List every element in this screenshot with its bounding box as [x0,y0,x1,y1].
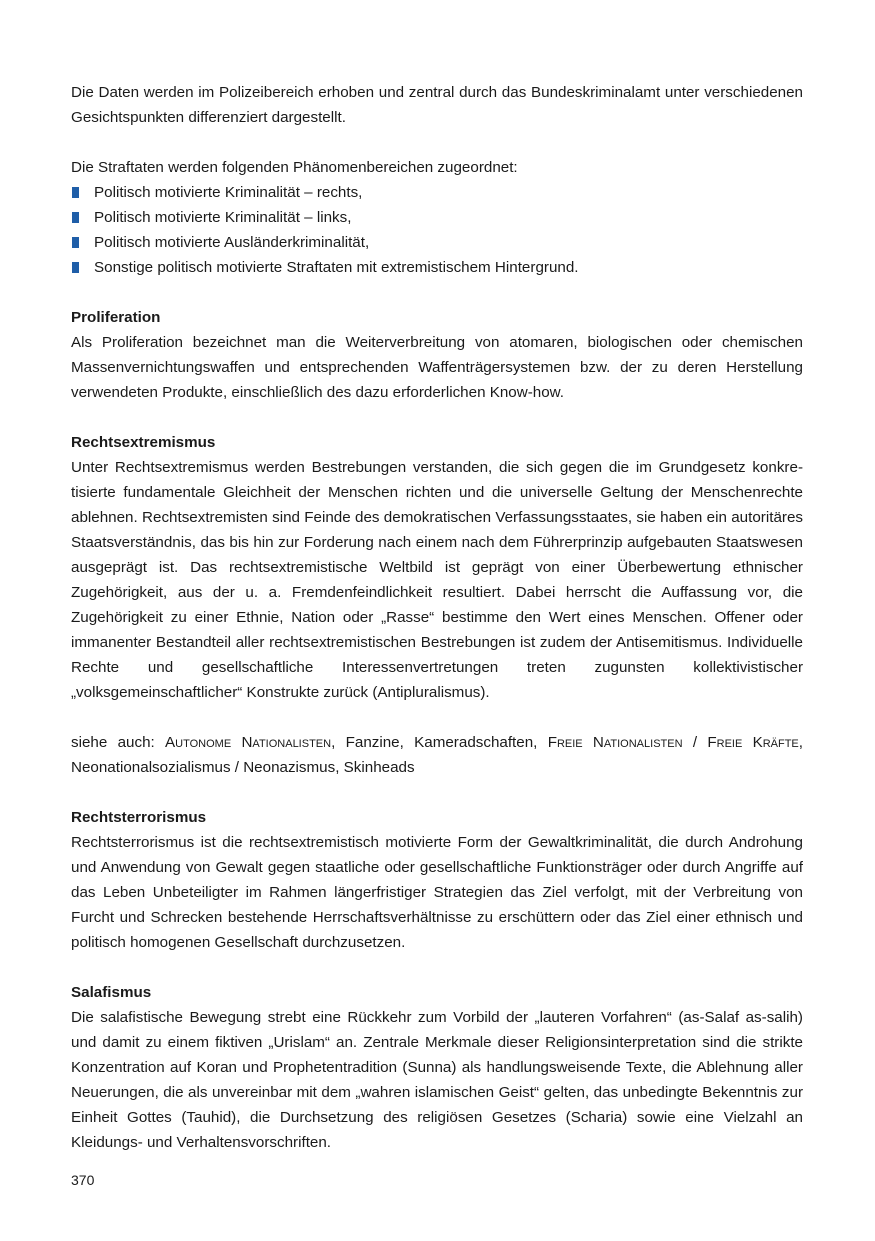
body-salafismus: Die salafistische Bewegung strebt eine Rückkehr zum Vorbild der „lauteren Vorfahren“ (as-Salaf as-salih) und damit zu einem fiktiven „Urislam“ an. Zentrale Merkmale dieser Religionsinterpretation sind die strikte Konzentration auf Koran und Prophetentradition (Sunna) als handlungsweisende Texte, die Ablehnung aller Neuerungen, die als unvereinbar mit dem „wahren islamischen Geist“ gelten, das unbedingte Bekenntnis zur Einheit Gottes (Tauhid), die Durchsetzung des religiösen Gesetzes (Scharia) sowie eine Vielzahl an Kleidungs- und Verhaltensvorschriften. [71,1009,803,1151]
list-item [71,230,803,255]
see-also [71,730,803,780]
list-item [71,255,803,280]
page-number: 370 [71,1172,95,1188]
list-item [71,205,803,230]
list-item-text: Politisch motivierte Kriminalität – links, [94,209,352,226]
see-also-link-freie-nationalisten[interactable]: Freie Nationalisten [547,734,683,751]
square-bullet-icon [72,187,79,198]
body-rechtsextremismus: Unter Rechtsextremismus werden Bestrebungen verstanden, die sich gegen die im Grundgesetz konkretisierte fundamentale Gleichheit der Menschen richten und die universelle Geltung der Menschenrechte ablehnen. Rechtsextremisten sind Feinde des demokratischen Verfassungsstaates, sie haben ein autoritäres Staatsverständnis, das bis hin zur Forderung nach einem nach dem Führerprinzip aufgebauten Staatswesen ausgeprägt ist. Das rechtsextremistische Weltbild ist geprägt von einer Überbewertung ethnischer Zugehörigkeit, aus der u. a. Fremdenfeindlichkeit resultiert. Dabei herrscht die Auffassung vor, die Zugehörigkeit zu einer Ethnie, Nation oder „Rasse“ bestimme den Wert eines Menschen. Offener oder immanenter Bestandteil aller rechtsextremistischen Bestrebungen ist zudem der Antisemitismus. Individuelle Rechte und gesellschaftliche Interessenvertretungen treten zugunsten kollektivistischer „volksgemeinschaftlicher“ Konstrukte zurück (Antipluralismus). [71,459,803,701]
heading-rechtsterrorismus: Rechtsterrorismus [71,809,207,826]
square-bullet-icon [72,262,79,273]
see-also-separator: , Fanzine, Kameradschaften, [331,734,548,751]
heading-rechtsextremismus: Rechtsextremismus [71,434,216,451]
see-also-prefix: siehe auch: [71,734,166,751]
see-also-separator: / [682,734,708,751]
body-rechtsterrorismus: Rechtsterrorismus ist die rechtsextremistisch motivierte Form der Gewaltkriminalität, die durch Androhung und Anwendung von Gewalt gegen staatliche oder gesellschaftliche Funktionsträger oder durch Angriffe auf das Leben Unbeteiligter im Rahmen längerfristiger Strategien das Ziel verfolgt, mit der Verbreitung von Furcht und Schrecken bestehende Herrschaftsverhältnisse zu erschüttern oder das Ziel einer ethnisch und politisch homogenen Gesellschaft durchzusetzen. [71,834,803,951]
square-bullet-icon [72,212,79,223]
heading-salafismus: Salafismus [71,984,152,1001]
see-also-suffix: , Neonationalsozialismus / Neonazismus, Skinheads [71,734,804,776]
list-item-text: Politisch motivierte Ausländerkriminalität, [94,234,370,251]
phenomena-intro: Die Straftaten werden folgenden Phänomenbereichen zugeordnet: [71,159,518,176]
list-item-text: Sonstige politisch motivierte Straftaten mit extremistischem Hintergrund. [94,259,579,276]
see-also-link-autonome-nationalisten[interactable]: Autonome Nationalisten [165,734,332,751]
intro-paragraph: Die Daten werden im Polizeibereich erhoben und zentral durch das Bundeskriminalamt unter verschiedenen Gesichtspunkten differenziert dargestellt. [71,84,803,126]
see-also-link-freie-kraefte[interactable]: Freie Kräfte [707,734,799,751]
body-proliferation: Als Proliferation bezeichnet man die Weiterverbreitung von atomaren, biologischen oder chemischen Massenvernichtungswaffen und entsprechenden Waffenträgersystemen bzw. der zu deren Herstellung verwendeten Produkte, einschließlich des dazu erforderlichen Know-how. [71,334,803,401]
phenomena-list [71,180,803,280]
square-bullet-icon [72,237,79,248]
heading-proliferation: Proliferation [71,309,161,326]
list-item [71,180,803,205]
list-item-text: Politisch motivierte Kriminalität – rechts, [94,184,363,201]
